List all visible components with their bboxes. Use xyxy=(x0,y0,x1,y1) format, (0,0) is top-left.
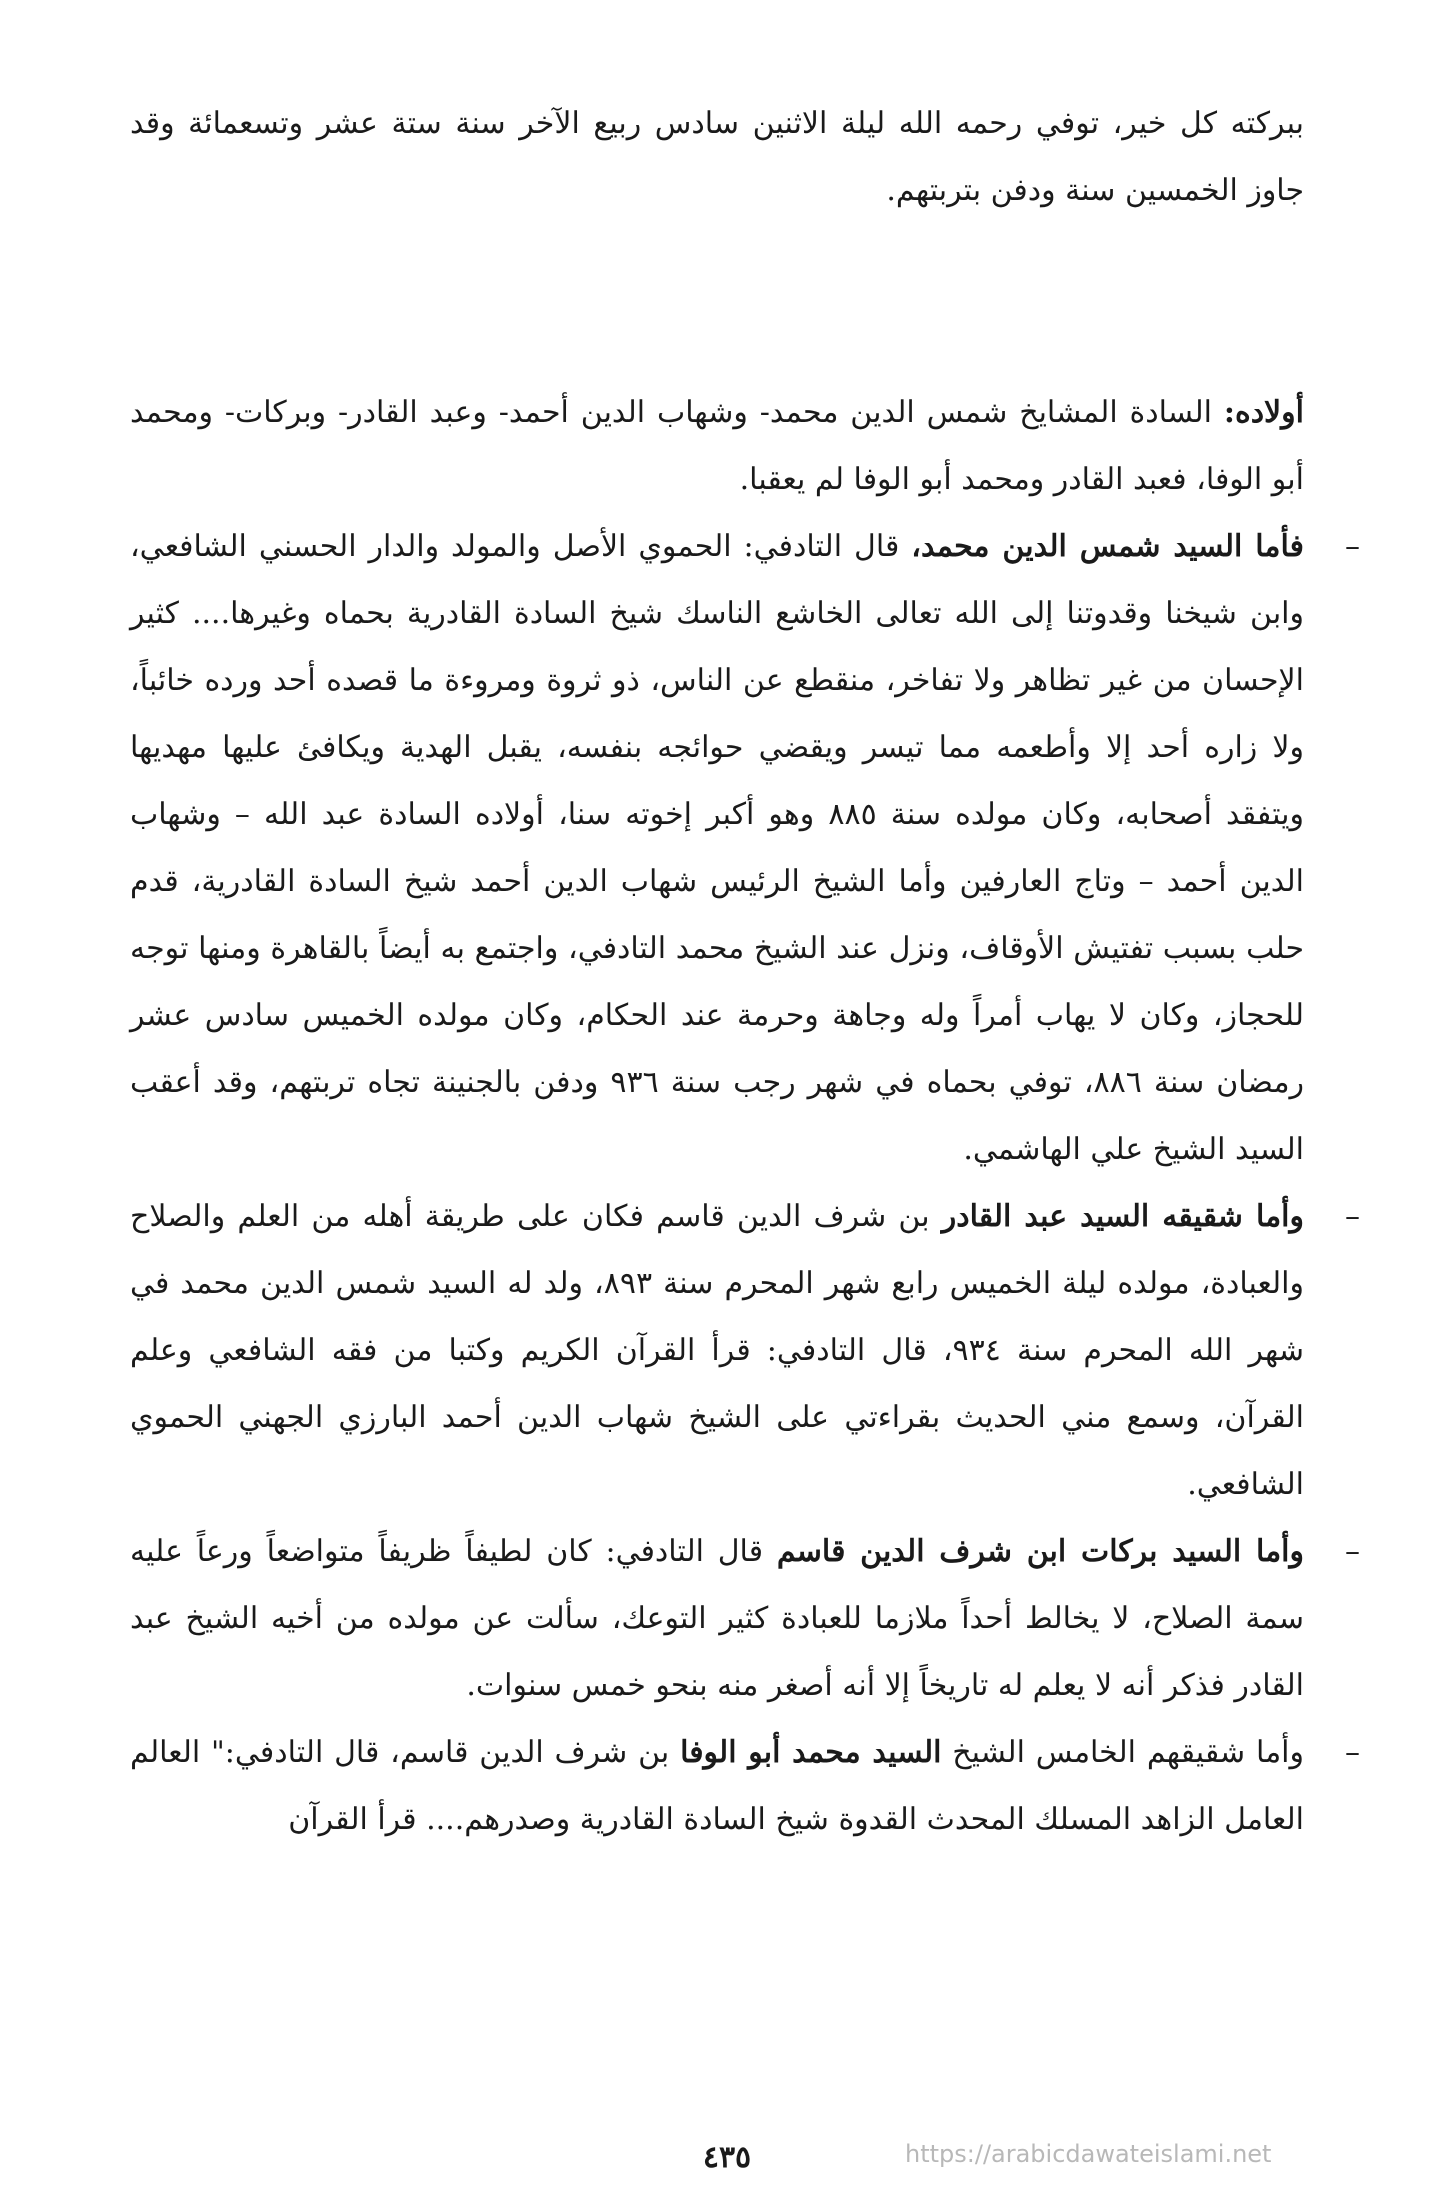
list-item-abd-al-qadir xyxy=(130,1183,1360,1518)
item-heading: وأما شقيقه السيد عبد القادر xyxy=(941,1199,1304,1234)
item-text: بن شرف الدين قاسم فكان على طريقة أهله من العلم والصلاح والعبادة، مولده ليلة الخميس رابع شهر المحرم سنة ٨٩٣، ولد له السيد شمس الدين محمد في شهر الله المحرم سنة ٩٣٤، قال التادفي: قرأ القرآن الكريم وكتبا من فقه الشافعي وعلم القرآن، وسمع مني الحديث بقراءتي على الشيخ شهاب الدين أحمد البارزي الجهني الحموي الشافعي. xyxy=(130,1199,1304,1502)
body-text xyxy=(130,90,1360,1853)
list-item-abu-al-wafa xyxy=(130,1719,1360,1853)
item-heading: فأما السيد شمس الدين محمد، xyxy=(911,529,1304,564)
watermark-url: https://arabicdawateislami.net xyxy=(905,2140,1272,2168)
item-prefix: وأما شقيقهم الخامس الشيخ xyxy=(941,1735,1304,1770)
page-number: ٤٣٥ xyxy=(702,2140,752,2175)
item-heading: وأما السيد بركات ابن شرف الدين قاسم xyxy=(776,1534,1304,1569)
intro-paragraph xyxy=(130,90,1304,224)
dash-bullet: – xyxy=(1345,1534,1360,1569)
dash-bullet: – xyxy=(1345,1735,1360,1770)
item-heading: السيد محمد أبو الوفا xyxy=(680,1735,942,1770)
item-text: قال التادفي: كان لطيفاً ظريفاً متواضعاً ورعاً عليه سمة الصلاح، لا يخالط أحداً ملازما للعبادة كثير التوعك، سألت عن مولده من أخيه الشيخ عبد القادر فذكر أنه لا يعلم له تاريخاً إلا أنه أصغر منه بنحو خمس سنوات. xyxy=(130,1534,1304,1703)
dash-bullet: – xyxy=(1345,529,1360,564)
dash-bullet: – xyxy=(1345,1199,1360,1234)
list-item-barakat xyxy=(130,1518,1360,1719)
intro-text: ببركته كل خير، توفي رحمه الله ليلة الاثنين سادس ربيع الآخر سنة ستة عشر وتسعمائة وقد جاوز الخمسين سنة ودفن بتربتهم. xyxy=(130,106,1304,208)
children-label: أولاده: xyxy=(1223,395,1304,430)
children-text: السادة المشايخ شمس الدين محمد- وشهاب الدين أحمد- وعبد القادر- وبركات- ومحمد أبو الوفا، فعبد القادر ومحمد أبو الوفا لم يعقبا. xyxy=(130,395,1304,497)
item-text: قال التادفي: الحموي الأصل والمولد والدار الحسني الشافعي، وابن شيخنا وقدوتنا إلى الله تعالى الخاشع الناسك شيخ السادة القادرية بحماه وغيرها.... كثير الإحسان من غير تظاهر ولا تفاخر، منقطع عن الناس، ذو ثروة ومروءة ما قصده أحد ورده خائباً، ولا زاره أحد إلا وأطعمه مما تيسر ويقضي حوائجه بنفسه، يقبل الهدية ويكافئ عليها مهديها ويتفقد أصحابه، وكان مولده سنة ٨٨٥ وهو أكبر إخوته سنا، أولاده السادة عبد الله – وشهاب الدين أحمد – وتاج العارفين وأما الشيخ الرئيس شهاب الدين أحمد شيخ السادة القادرية، قدم حلب بسبب تفتيش الأوقاف، ونزل عند الشيخ محمد التادفي، واجتمع به أيضاً بالقاهرة ومنها توجه للحجاز، وكان لا يهاب أمراً وله وجاهة وحرمة عند الحكام، وكان مولده الخميس سادس عشر رمضان سنة ٨٨٦، توفي بحماه في شهر رجب سنة ٩٣٦ ودفن بالجنينة تجاه تربتهم، وقد أعقب السيد الشيخ علي الهاشمي. xyxy=(130,529,1304,1167)
children-paragraph xyxy=(130,379,1304,513)
item-text: بن شرف الدين قاسم، قال التادفي:" العالم العامل الزاهد المسلك المحدث القدوة شيخ السادة القادرية وصدرهم.... قرأ القرآن xyxy=(130,1735,1304,1837)
list-item-shams-al-din xyxy=(130,513,1360,1183)
